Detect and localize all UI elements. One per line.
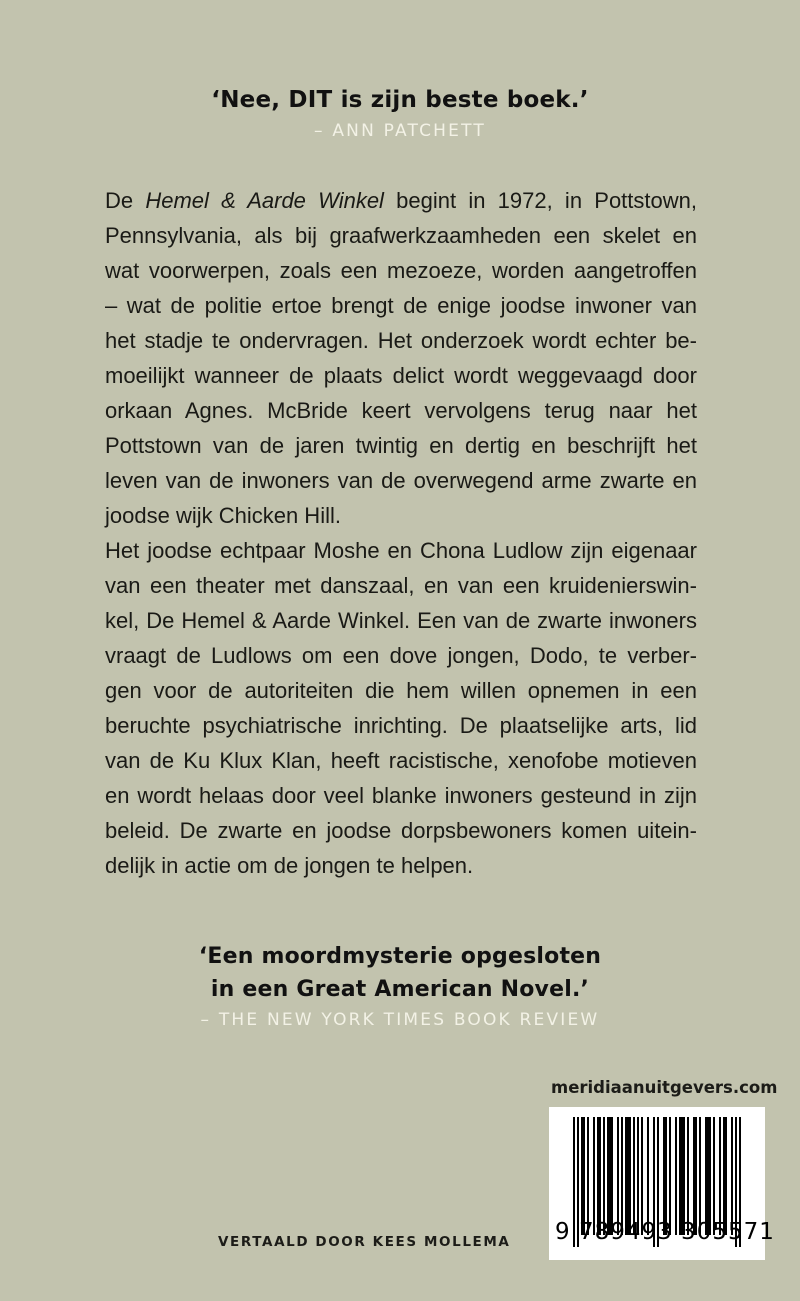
- top-quote-attribution: – ANN PATCHETT: [314, 121, 486, 141]
- blurb-paragraph-1: [105, 183, 697, 533]
- blurb-line: leven van de inwoners van de overwegend arme zwarte en: [105, 468, 697, 493]
- publisher-website: meridiaanuitgevers.com: [551, 1078, 778, 1097]
- blurb-line: orkaan Agnes. McBride keert vervolgens terug naar het: [105, 398, 697, 423]
- blurb-line: beruchte psychiatrische inrichting. De plaatselijke arts, lid: [105, 713, 697, 738]
- blurb-line: vraagt de Ludlows om een dove jongen, Dodo, te verber-: [105, 643, 697, 668]
- blurb-line: kel, De Hemel & Aarde Winkel. Een van de zwarte inwoners: [105, 608, 697, 633]
- blurb-line: moeilijkt wanneer de plaats delict wordt weggevaagd door: [105, 363, 697, 388]
- isbn-barcode: [549, 1107, 775, 1260]
- blurb-line: – wat de politie ertoe brengt de enige joodse inwoner van: [105, 293, 697, 318]
- blurb-line: van een theater met danszaal, en van een kruidenierswin-: [105, 573, 697, 598]
- blurb-line: beleid. De zwarte en joodse dorpsbewoners komen uitein-: [105, 818, 697, 843]
- blurb-line: en wordt helaas door veel blanke inwoners gesteund in zijn: [105, 783, 697, 808]
- book-title-italic: Hemel & Aarde Winkel: [145, 188, 384, 213]
- bottom-quote-line-2: in een Great American Novel.’: [210, 977, 590, 1002]
- blurb-line: wat voorwerpen, zoals een mezoeze, worden aangetroffen: [105, 258, 697, 283]
- blurb-line: Het joodse echtpaar Moshe en Chona Ludlow zijn eigenaar: [105, 538, 697, 563]
- blurb-line: Pennsylvania, als bij graafwerkzaamheden een skelet en: [105, 223, 697, 248]
- blurb-line: Pottstown van de jaren twintig en dertig en beschrijft het: [105, 433, 697, 458]
- blurb-line: delijk in actie om de jongen te helpen.: [105, 853, 474, 878]
- bottom-quote: [0, 940, 800, 1032]
- top-quote-text: ‘Nee, DIT is zijn beste boek.’: [211, 87, 589, 113]
- blurb-line: gen voor de autoriteiten die hem willen opnemen in een: [105, 678, 697, 703]
- blurb-line: van de Ku Klux Klan, heeft racistische, xenofobe motieven: [105, 748, 697, 773]
- isbn-number: 9 789493 305571: [555, 1219, 775, 1245]
- blurb-line: De Hemel & Aarde Winkel begint in 1972, in Pottstown,: [105, 188, 697, 213]
- blurb-line: het stadje te ondervragen. Het onderzoek wordt echter be-: [105, 328, 697, 353]
- top-quote: [0, 84, 800, 143]
- blurb-paragraph-2: [105, 533, 697, 883]
- blurb-line: joodse wijk Chicken Hill.: [105, 503, 341, 528]
- bottom-quote-attribution: – THE NEW YORK TIMES BOOK REVIEW: [200, 1010, 600, 1030]
- bottom-quote-line-1: ‘Een moordmysterie opgesloten: [198, 944, 602, 969]
- translator-credit: VERTAALD DOOR KEES MOLLEMA: [218, 1234, 511, 1250]
